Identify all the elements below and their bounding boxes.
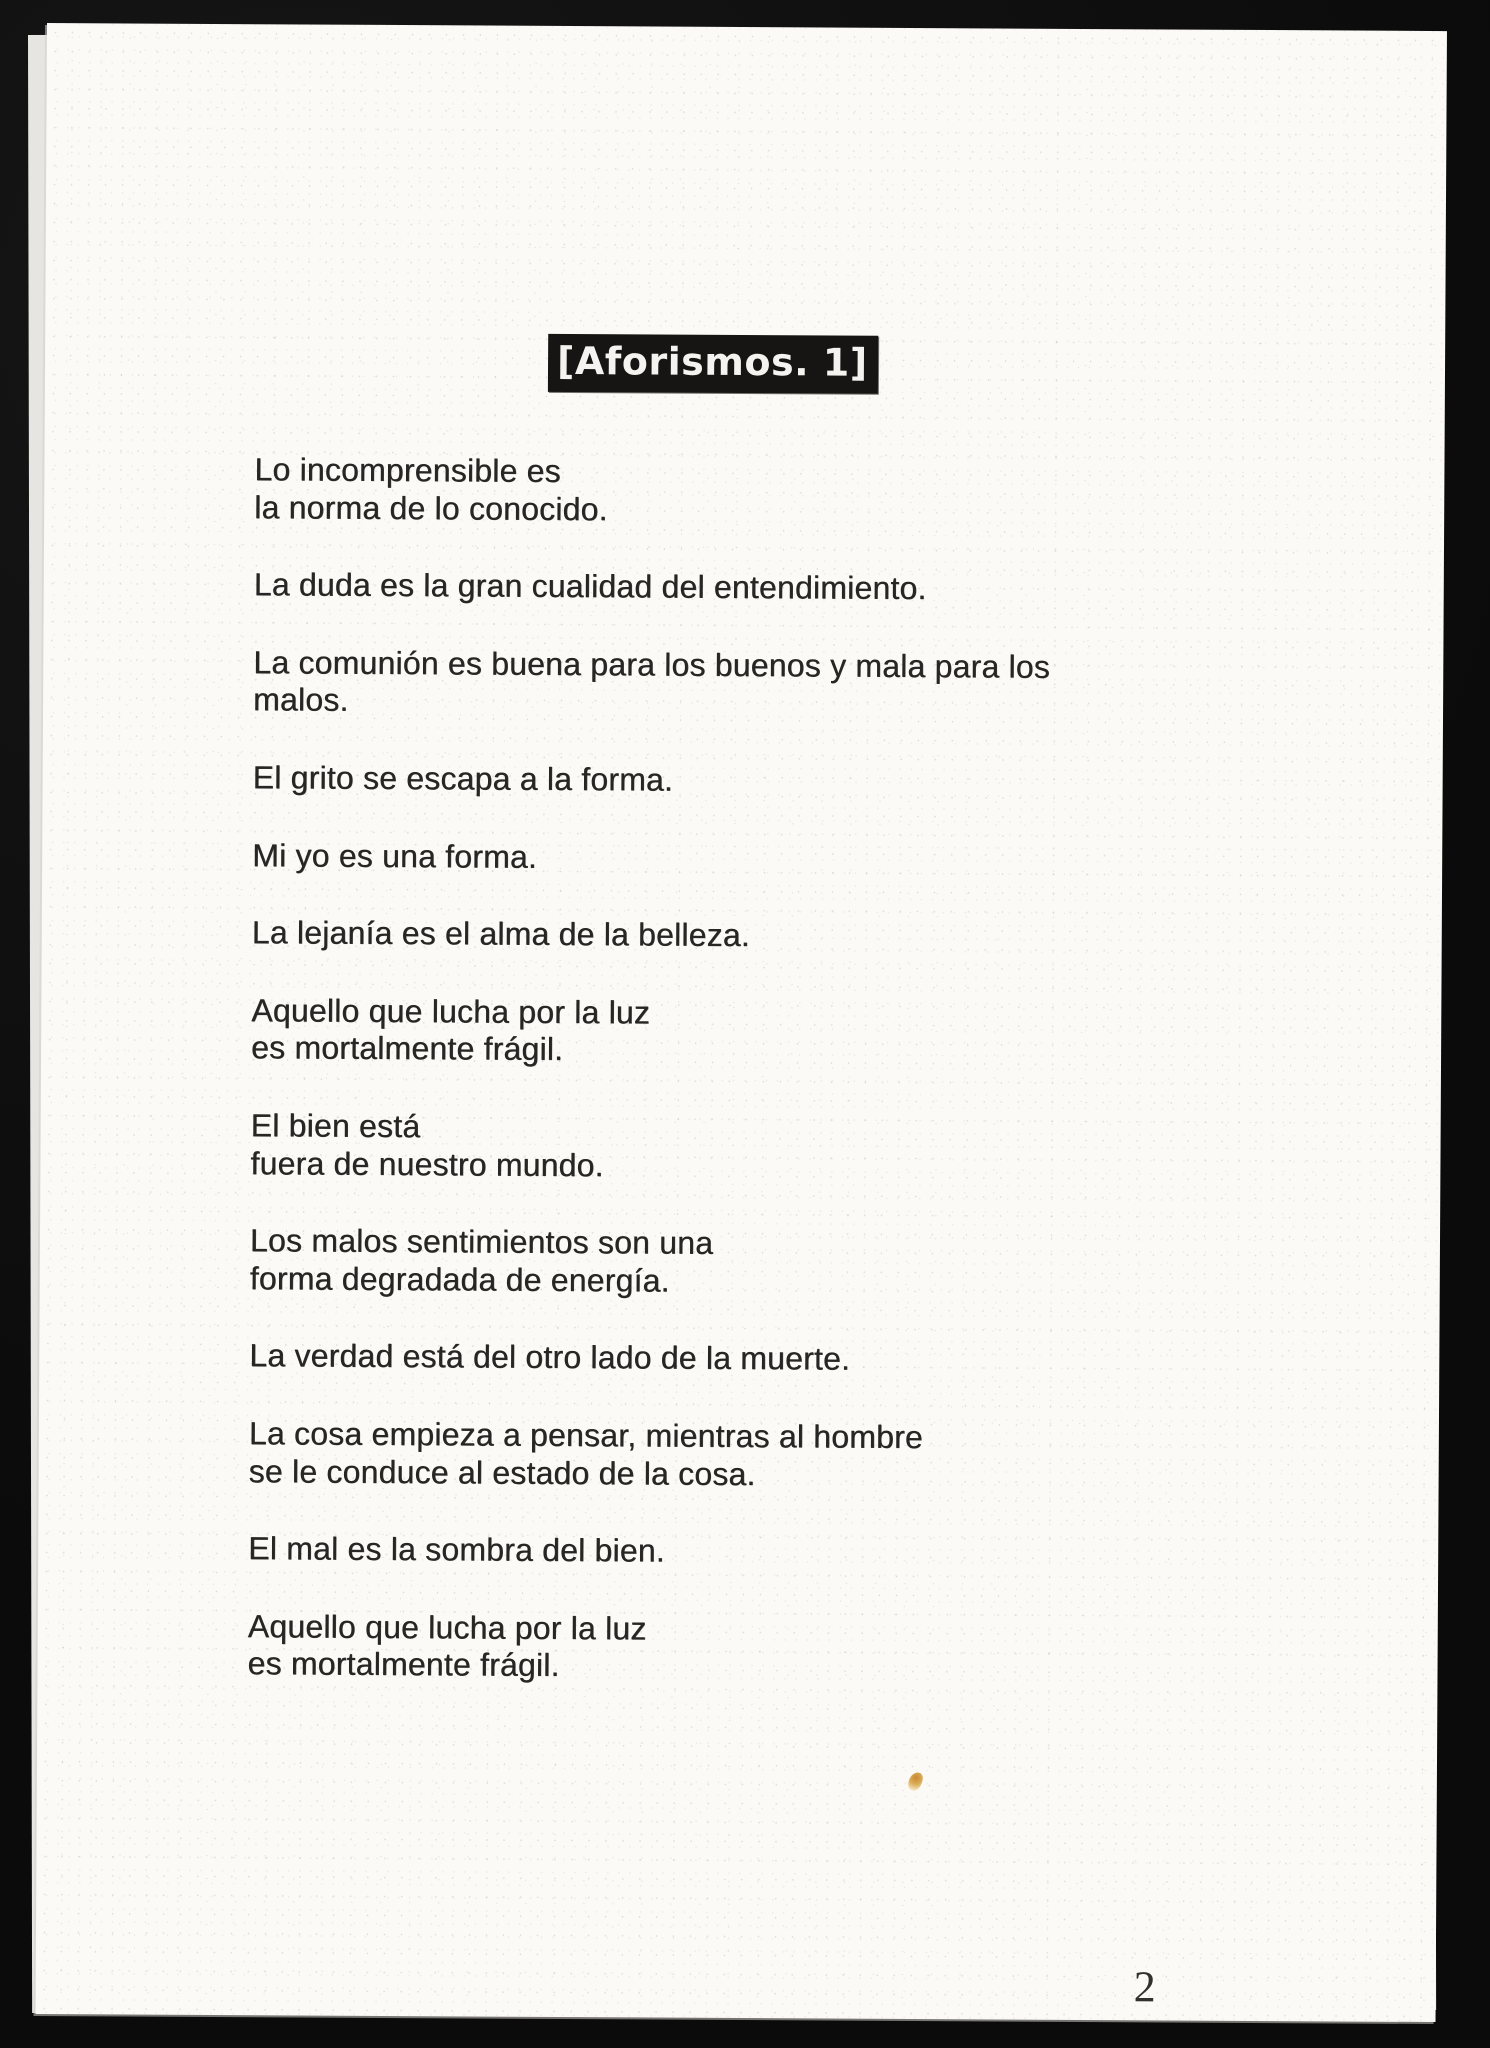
paper-page [36,23,1447,2022]
aphorism: La cosa empieza a pensar, mientras al hombre se le conduce al estado de la cosa. [248,1415,924,1492]
aphorism: La duda es la gran cualidad del entendimiento. [253,566,927,607]
stain-speck [906,1770,924,1792]
aphorism: La comunión es buena para los buenos y mala para los malos. [253,643,1051,719]
aphorism: El bien está fuera de nuestro mundo. [250,1107,604,1183]
aphorism: Aquello que lucha por la luz es mortalmente frágil. [250,991,651,1068]
page-number: 2 [1133,1962,1156,2012]
aphorism: Lo incomprensible es la norma de lo conocido. [254,451,608,527]
aphorism: Los malos sentimientos son una forma degradada de energía. [249,1222,714,1299]
aphorism: La lejanía es el alma de la belleza. [251,914,751,954]
aphorism: El grito se escapa a la forma. [252,759,674,798]
page-title: [Aforismos. 1] [556,338,868,385]
aphorism: Aquello que lucha por la luz es mortalmente frágil. [247,1607,647,1684]
title-block [548,334,878,394]
aphorism: Mi yo es una forma. [252,836,538,875]
aphorism: El mal es la sombra del bien. [248,1530,665,1569]
aphorism: La verdad está del otro lado de la muerte. [249,1337,851,1377]
aphorism-list [247,451,1294,1729]
